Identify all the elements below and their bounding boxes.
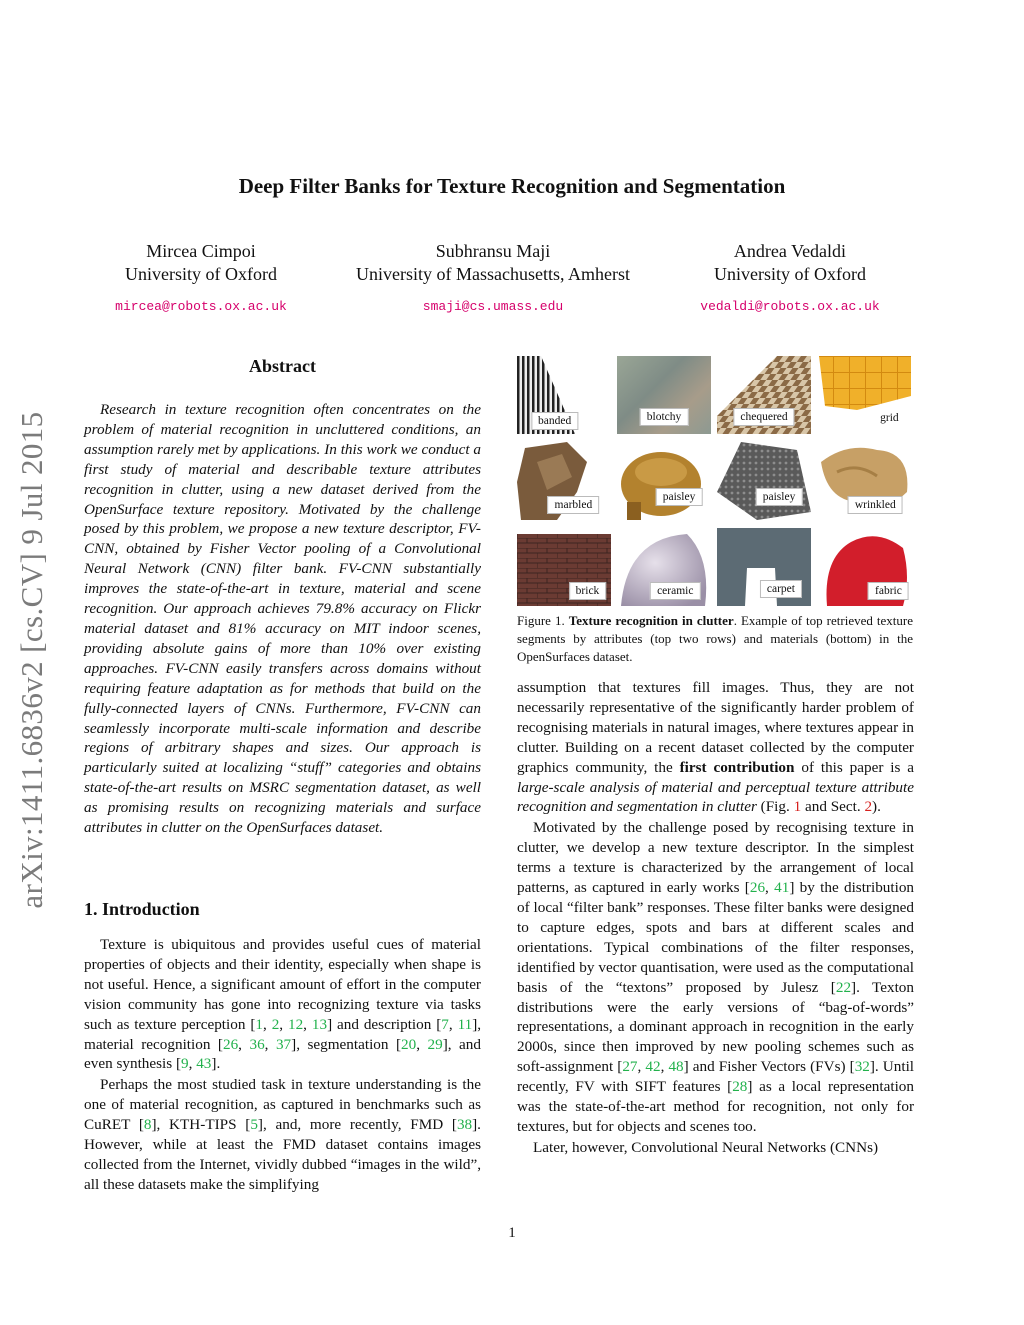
texture-label: marbled — [548, 496, 600, 514]
texture-label: paisley — [656, 488, 703, 506]
texture-label: blotchy — [640, 408, 689, 426]
citation-link[interactable]: 12 — [287, 1015, 304, 1033]
citation-link[interactable]: 5 — [250, 1116, 258, 1134]
author-block-3 — [620, 240, 960, 318]
author-email[interactable]: vedaldi@robots.ox.ac.uk — [700, 299, 880, 314]
texture-tile-blotchy — [617, 356, 711, 434]
texture-label: wrinkled — [848, 496, 903, 514]
texture-label: ceramic — [650, 582, 700, 600]
right-paragraph-2: Motivated by the challenge posed by recognising texture in clutter, we develop a new texture descriptor. In the simplest terms a texture is characterized by the arrangement of local patterns, as captured in early works [26, 41] by the distribution of local “filter bank” responses. These filter banks were designed to capture edges, spots and bars at different scales and orientations. Typical combinations of the filter responses, identified by vector quantisation, were used as the computational basis of the “textons” proposed by Julesz [22]. Texton distributions were the early versions of “bag-of-words” representations, a dominant approach in recognition in the early 2000s, since then improved by new pooling schemes such as soft-assignment [27, 42, 48] and Fisher Vectors (FVs) [32]. Until recently, FV with SIFT features [28] as a local representation was the state-of-the-art method for recognition, not only for textures, but for objects and scenes too. — [517, 819, 915, 1135]
figure-1-caption — [517, 612, 913, 666]
author-email[interactable]: mircea@robots.ox.ac.uk — [115, 299, 287, 314]
author-affiliation: University of Massachusetts, Amherst — [356, 264, 630, 284]
citation-link[interactable]: 11 — [457, 1015, 473, 1033]
author-email[interactable]: smaji@cs.umass.edu — [422, 299, 564, 314]
intro-paragraph-2: Perhaps the most studied task in texture understanding is the one of material recognition, as captured in benchmarks such as CuRET [8], KTH-TIPS [5], and, more recently, FMD [38]. However, while at least the FMD dataset contains images collected from the Internet, vividly dubbed “images in the wild”, all these datasets make the simplifying — [84, 1076, 481, 1193]
author-affiliation: University of Oxford — [714, 264, 866, 284]
citation-link[interactable]: 36 — [249, 1035, 265, 1053]
texture-tile-banded — [517, 356, 611, 434]
citation-link[interactable]: 28 — [732, 1078, 748, 1096]
paisley-texture-image — [617, 442, 711, 520]
caption-prefix: Figure 1. — [517, 613, 569, 628]
citation-link[interactable]: 26 — [749, 879, 766, 897]
figure-1-texture-grid — [517, 356, 913, 606]
author-name: Mircea Cimpoi — [146, 241, 256, 261]
citation-link[interactable]: 29 — [427, 1035, 443, 1053]
arxiv-identifier: arXiv:1411.6836v2 [cs.CV] 9 Jul 2015 — [14, 411, 49, 909]
citation-link[interactable]: 1 — [255, 1015, 263, 1033]
texture-label: brick — [569, 582, 607, 600]
texture-label: banded — [531, 412, 578, 430]
texture-label: carpet — [760, 580, 802, 598]
citation-link[interactable]: 37 — [275, 1035, 292, 1053]
texture-label: fabric — [868, 582, 909, 600]
author-block-1 — [31, 240, 371, 318]
abstract-heading: Abstract — [249, 356, 316, 376]
citation-link[interactable]: 22 — [835, 978, 852, 996]
author-name: Andrea Vedaldi — [733, 241, 847, 261]
citation-link[interactable]: 7 — [441, 1015, 449, 1033]
intro-paragraph-1: Texture is ubiquitous and provides useful cues of material properties of objects and their identity, especially when shape is not useful. Hence, a significant amount of effort in the computer vision community has gone into recognizing texture via tasks such as texture perception [1, 2, 12, 13] and description [7, 11], material recognition [26, 36, 37], segmentation [20, 29], and even synthesis [9, 43]. — [84, 936, 482, 1073]
texture-label: grid — [874, 410, 905, 426]
texture-tile-fabric — [817, 528, 911, 606]
texture-tile-ceramic — [617, 528, 711, 606]
texture-tile-wrinkled — [817, 442, 911, 520]
abstract-text: Research in texture recognition often concentrates on the problem of material recognition in uncluttered conditions, an assumption rarely met by applications. In this work we conduct a first study of material and describable texture attributes recognition in clutter, using a new dataset derived from the OpenSurface texture repository. Motivated by the challenge posed by this problem, we propose a new texture descriptor, FV-CNN, obtained by Fisher Vector pooling of a Convolutional Neural Network (CNN) filter bank. FV-CNN substantially improves the state-of-the-art in texture, material and scene recognition. Our approach achieves 79.8% accuracy on Flickr material dataset and 81% accuracy on MIT indoor scenes, providing absolute gains of more than 10% over existing approaches. FV-CNN easily transfers across domains without requiring feature adaptation as for methods that build on the fully-connected layers of CNNs. Furthermore, FV-CNN can seamlessly incorporate multi-scale information and describe regions of arbitrary shapes and sizes. Our approach is particularly suited at localizing “stuff” categories and obtains state-of-the-art results on MSRC segmentation dataset, as well as promising results on recognizing materials and surface attributes in clutter on the OpenSurfaces dataset. — [84, 401, 481, 837]
texture-tile-paisley-1 — [617, 442, 711, 520]
texture-tile-brick — [517, 528, 611, 606]
citation-link[interactable]: 41 — [774, 879, 790, 897]
paisley-texture-image — [717, 442, 811, 520]
citation-link[interactable]: 32 — [854, 1058, 870, 1076]
texture-tile-paisley-2 — [717, 442, 811, 520]
figure-ref-link[interactable]: 1 — [793, 798, 802, 816]
citation-link[interactable]: 2 — [271, 1015, 280, 1033]
abstract-body — [84, 400, 481, 838]
right-column-body — [517, 678, 914, 1158]
citation-link[interactable]: 8 — [143, 1116, 152, 1134]
paper-title: Deep Filter Banks for Texture Recognition and Segmentation — [238, 174, 786, 198]
texture-tile-marbled — [517, 442, 611, 520]
author-name: Subhransu Maji — [435, 241, 551, 261]
author-block-2 — [323, 240, 663, 318]
texture-label: paisley — [756, 488, 803, 506]
texture-tile-grid — [817, 356, 911, 434]
caption-text: . Example of top retrieved texture segments by attributes (top two rows) and materials (bottom) in the OpenSurfaces dataset. — [517, 613, 913, 664]
texture-tile-carpet — [717, 528, 811, 606]
texture-tile-chequered — [717, 356, 811, 434]
arxiv-sidebar — [12, 380, 52, 940]
citation-link[interactable]: 48 — [668, 1058, 684, 1076]
intro-body — [84, 935, 481, 1195]
page-number: 1 — [508, 1225, 516, 1241]
section-heading-introduction: 1. Introduction — [84, 899, 200, 919]
right-paragraph-1: assumption that textures fill images. Thus, they are not necessarily representative of the significantly harder problem of recognising materials in natural images, where textures appear in clutter. Building on a recent dataset collected by the computer graphics community, the first contribution of this paper is a large-scale analysis of material and perceptual texture attribute recognition and segmentation in clutter (Fig. 1 and Sect. 2). — [517, 679, 915, 816]
right-paragraph-3: Later, however, Convolutional Neural Networks (CNNs) — [533, 1138, 879, 1156]
citation-link[interactable]: 13 — [311, 1015, 328, 1033]
citation-link[interactable]: 20 — [401, 1035, 417, 1053]
caption-bold: Texture recognition in clutter — [568, 613, 734, 628]
citation-link[interactable]: 43 — [196, 1055, 212, 1073]
section-ref-link[interactable]: 2 — [864, 798, 873, 816]
texture-label: chequered — [733, 408, 794, 426]
citation-link[interactable]: 9 — [181, 1055, 189, 1073]
author-affiliation: University of Oxford — [125, 264, 277, 284]
citation-link[interactable]: 26 — [222, 1035, 239, 1053]
citation-link[interactable]: 38 — [456, 1116, 473, 1134]
citation-link[interactable]: 42 — [645, 1058, 661, 1076]
citation-link[interactable]: 27 — [622, 1058, 638, 1076]
